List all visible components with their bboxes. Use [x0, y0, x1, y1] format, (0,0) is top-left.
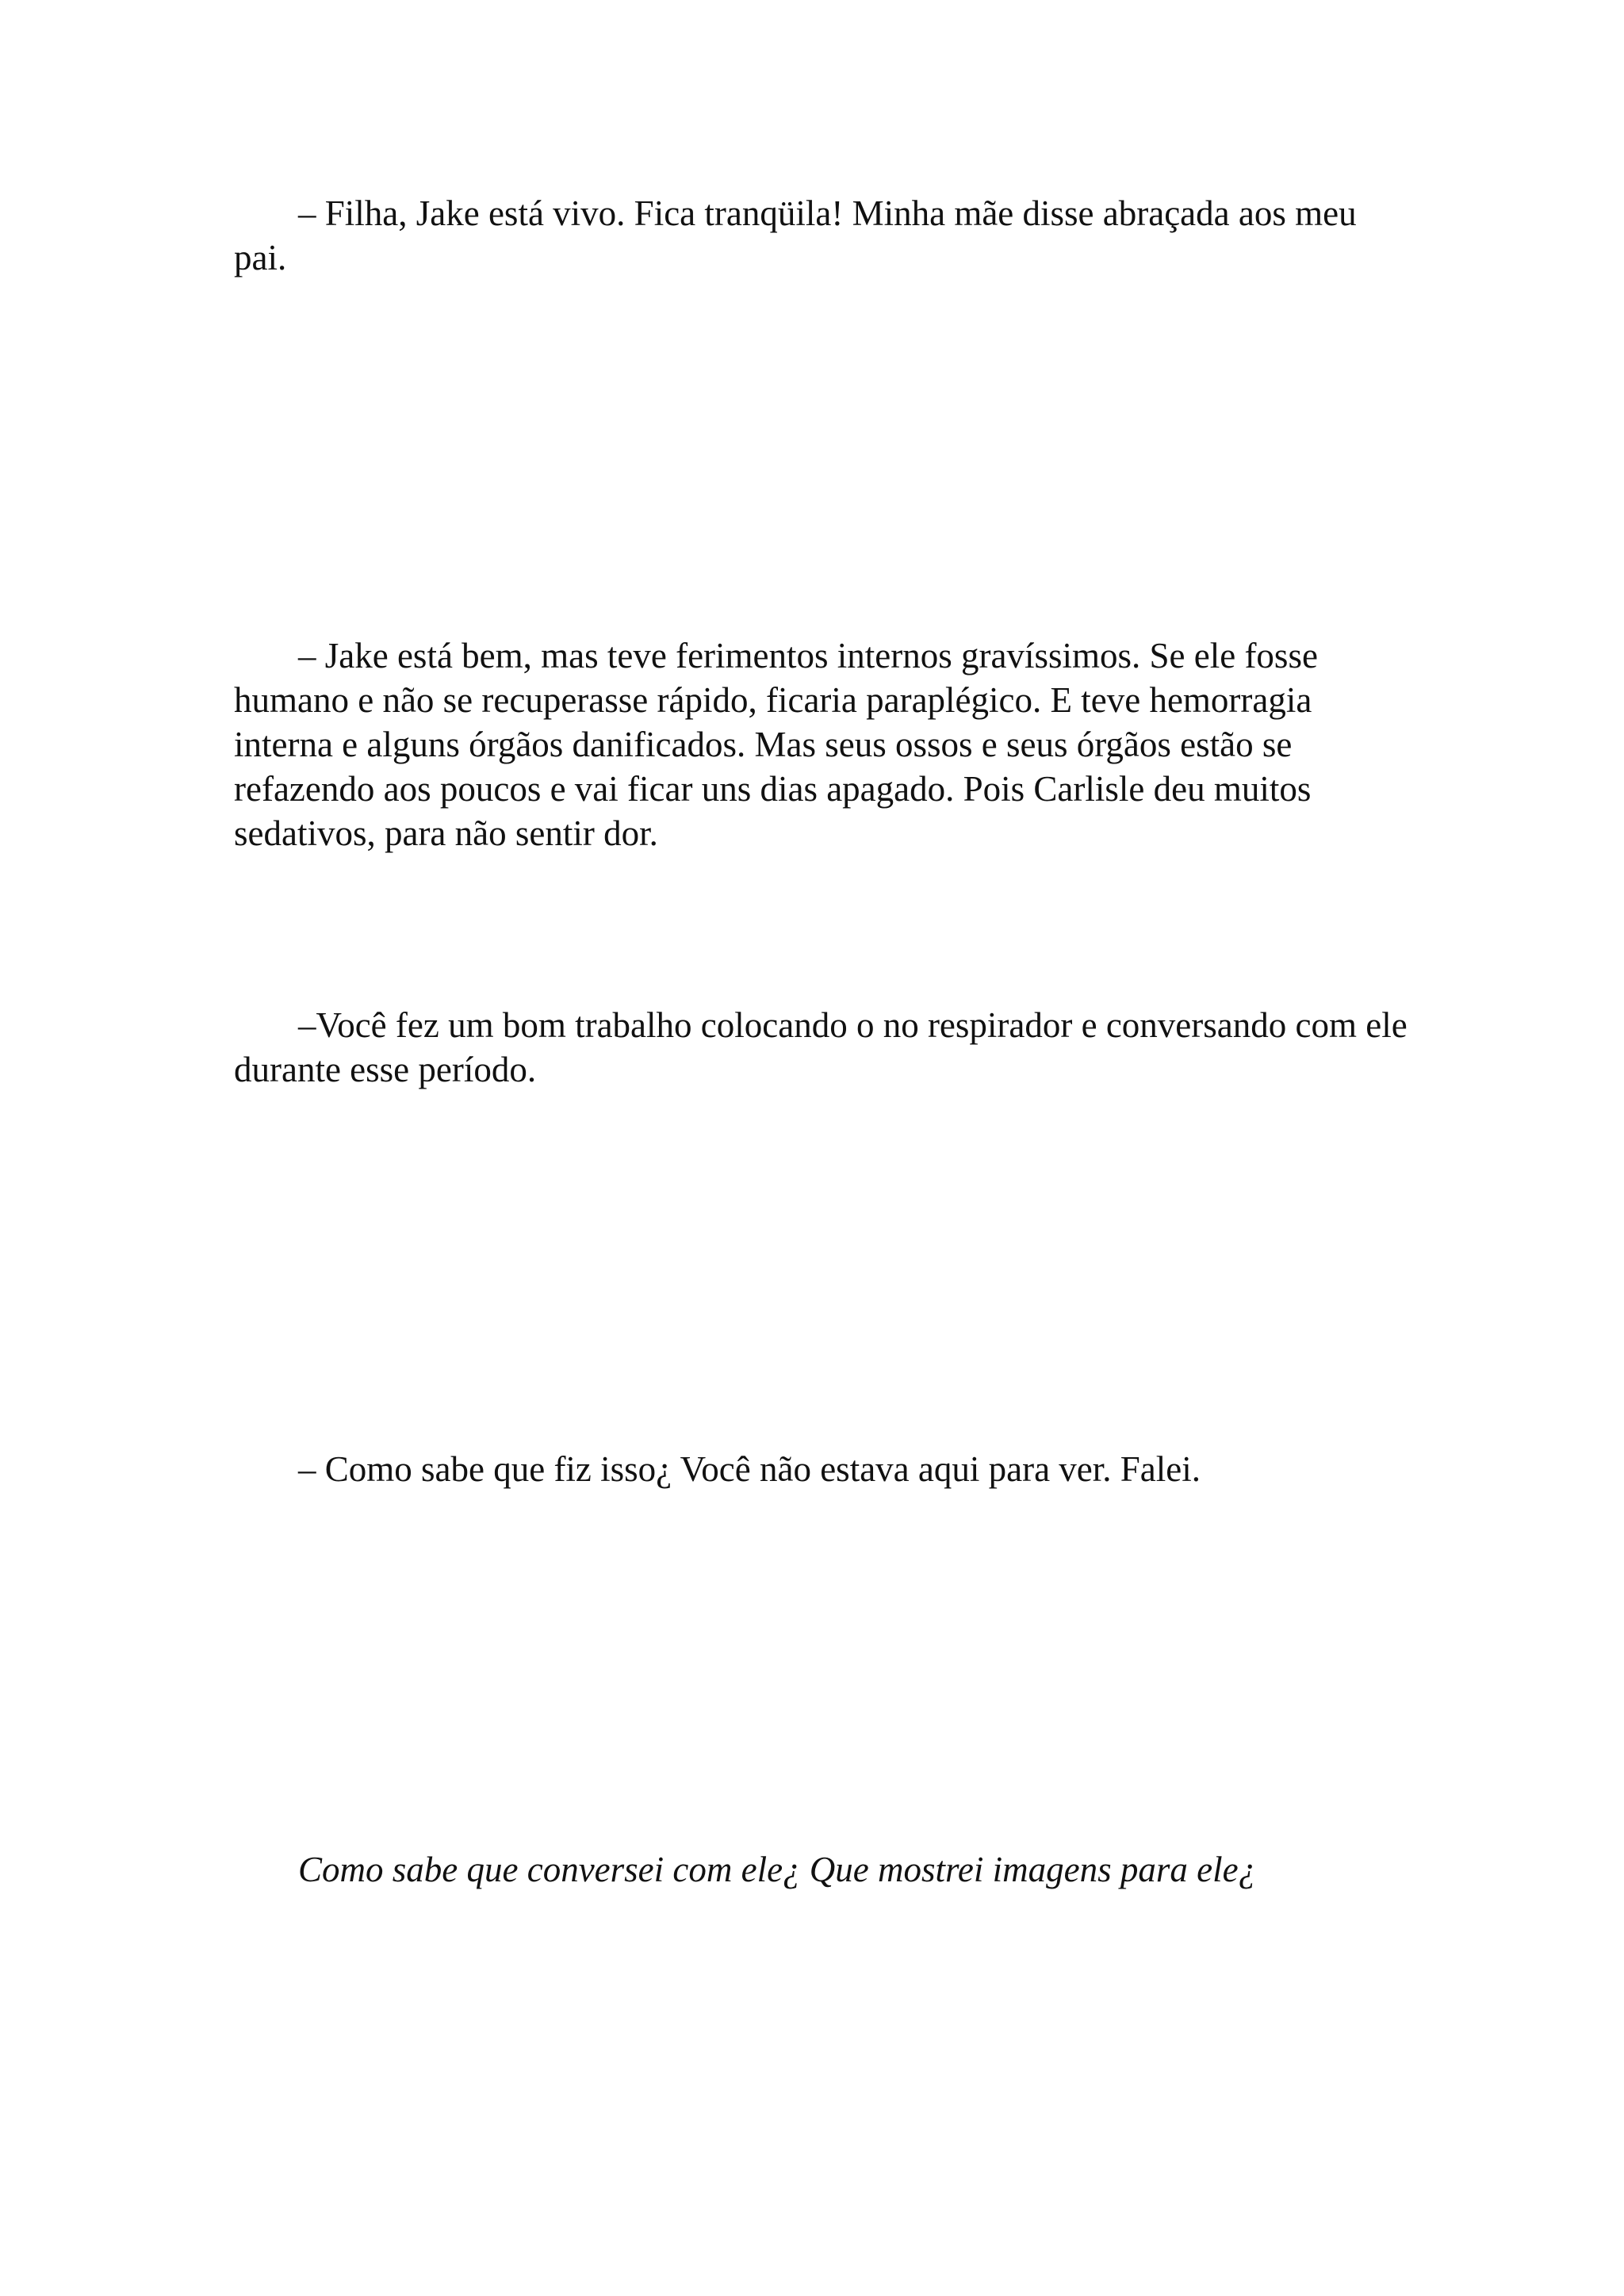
- paragraph-4: – Como sabe que fiz isso¿ Você não estava aqui para ver. Falei.: [298, 1449, 1201, 1489]
- paragraph-5-italic: Como sabe que conversei com ele¿ Que mostrei imagens para ele¿: [298, 1850, 1257, 1889]
- paragraph-1: – Filha, Jake está vivo. Fica tranqüila! Minha mãe disse abraçada aos meu pai.: [234, 193, 1357, 277]
- paragraph-3: –Você fez um bom trabalho colocando o no respirador e conversando com ele durante esse período.: [234, 1005, 1408, 1089]
- paragraph-2: – Jake está bem, mas teve ferimentos internos gravíssimos. Se ele fosse humano e não se recuperasse rápido, ficaria paraplégico. E teve hemorragia interna e alguns órgãos danificados. Mas seus ossos e seus órgãos estão se refazendo aos poucos e vai ficar uns dias apagado. Pois Carlisle deu muitos sedativos, para não sentir dor.: [234, 636, 1318, 853]
